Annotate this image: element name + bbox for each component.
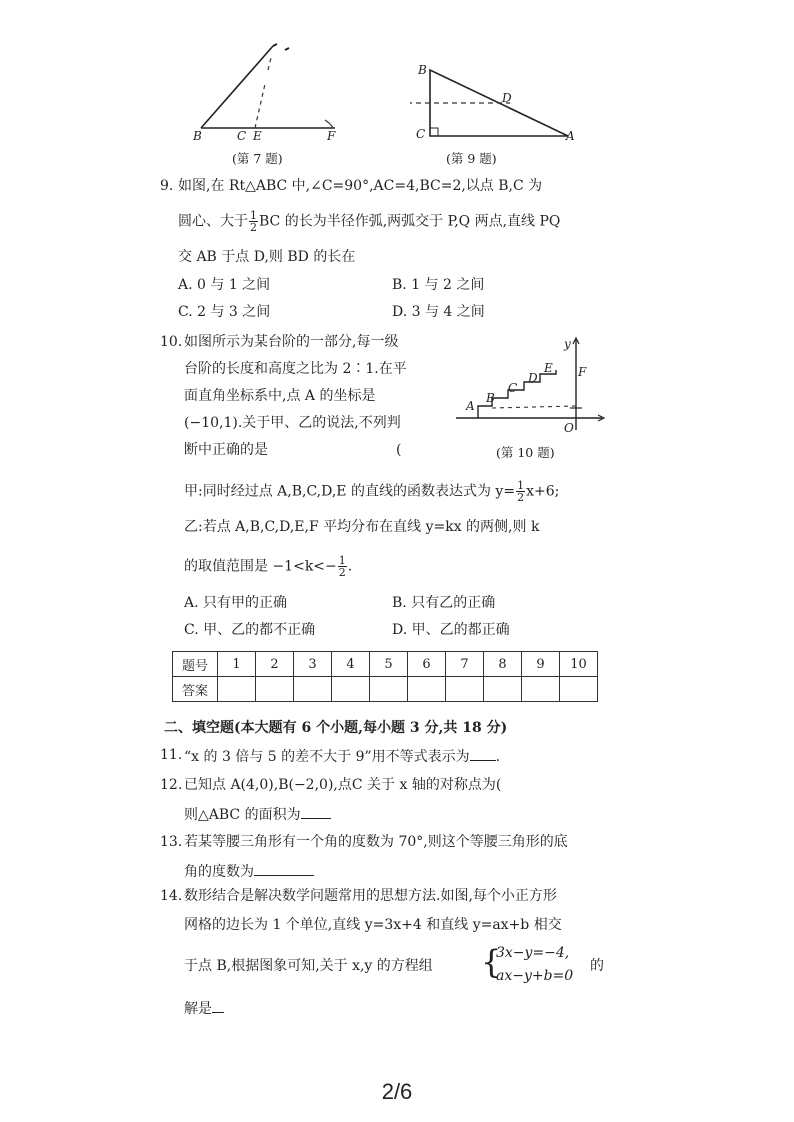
answer-table-number: 10 xyxy=(560,652,598,677)
q9-option-c: C. 2 与 3 之间 xyxy=(178,304,271,320)
q14-line2: 网格的边长为 1 个单位,直线 y=3x+4 和直线 y=ax+b 相交 xyxy=(184,917,562,933)
q10-option-b: B. 只有乙的正确 xyxy=(392,595,496,611)
q14-line1: 数形结合是解决数学问题常用的思想方法.如图,每个小正方形 xyxy=(184,888,557,904)
fig10-label-f: F xyxy=(578,365,587,379)
q9-option-a: A. 0 与 1 之间 xyxy=(178,277,271,293)
q10-line1: 如图所示为某台阶的一部分,每一级 xyxy=(184,334,399,350)
q9-option-b: B. 1 与 2 之间 xyxy=(392,277,485,293)
answer-cell[interactable] xyxy=(408,677,446,702)
answer-table-number-header: 题号 xyxy=(173,652,218,677)
q9-option-d: D. 3 与 4 之间 xyxy=(392,304,485,320)
q11-text: “x 的 3 倍与 5 的差不大于 9”用不等式表示为 . xyxy=(184,746,500,766)
fig7-label-e: E xyxy=(253,129,262,143)
q10-yi-statement-line1: 乙:若点 A,B,C,D,E,F 平均分布在直线 y=kx 的两侧,则 k xyxy=(184,519,540,535)
answer-cell[interactable] xyxy=(256,677,294,702)
q12-number: 12. xyxy=(160,777,183,793)
answer-cell[interactable] xyxy=(560,677,598,702)
answer-cell[interactable] xyxy=(332,677,370,702)
q9-line1: 如图,在 Rt△ABC 中,∠C=90°,AC=4,BC=2,以点 B,C 为 xyxy=(178,178,543,194)
q9-line2 xyxy=(178,210,560,233)
q11-answer-blank[interactable] xyxy=(470,746,496,761)
fig9-label-a: A xyxy=(566,129,575,143)
answer-cell[interactable] xyxy=(370,677,408,702)
q10-line4: (−10,1).关于甲、乙的说法,不列判 xyxy=(184,415,401,431)
q10-line2: 台阶的长度和高度之比为 2∶1.在平 xyxy=(184,361,407,377)
figure-10 xyxy=(452,334,612,434)
answer-table xyxy=(172,651,598,702)
q9-fraction: $\frac{1}{2}$ xyxy=(250,209,257,234)
q10-line3: 面直角坐标系中,点 A 的坐标是 xyxy=(184,388,376,404)
answer-table-answer-row xyxy=(173,677,598,702)
fig7-caption: (第 7 题) xyxy=(232,151,283,166)
answer-table-number: 1 xyxy=(218,652,256,677)
q10-yi-statement-line2: 的取值范围是 −1<k<− $\frac{1}{2}$ . xyxy=(184,554,353,579)
fig10-label-a: A xyxy=(466,399,475,413)
answer-cell[interactable] xyxy=(446,677,484,702)
answer-table-number-row xyxy=(173,652,598,677)
fig9-label-b: B xyxy=(418,63,427,77)
fig10-label-d: D xyxy=(528,371,538,385)
q10-option-c: C. 甲、乙的都不正确 xyxy=(184,622,316,638)
fig9-label-d: D xyxy=(502,91,512,105)
q13-answer-blank[interactable] xyxy=(254,861,314,876)
answer-table-number: 8 xyxy=(484,652,522,677)
answer-table-answer-header: 答案 xyxy=(173,677,218,702)
q10-line5: 断中正确的是 xyxy=(184,442,268,458)
q14-line3-end: 的 xyxy=(590,958,604,974)
q10-answer-paren: ( xyxy=(396,442,402,458)
answer-cell[interactable] xyxy=(294,677,332,702)
q13-line1: 若某等腰三角形有一个角的度数为 70°,则这个等腰三角形的底 xyxy=(184,834,568,850)
q11-number: 11. xyxy=(160,747,183,763)
page-number: 2/6 xyxy=(381,1079,413,1104)
q9-number: 9. xyxy=(160,178,174,194)
q10-option-d: D. 甲、乙的都正确 xyxy=(392,622,510,638)
answer-table-number: 4 xyxy=(332,652,370,677)
q9-line2-a: 圆心、大于 xyxy=(178,213,248,230)
fig9-label-c: C xyxy=(416,127,426,141)
figure-7 xyxy=(185,36,355,146)
q14-number: 14. xyxy=(160,888,183,904)
answer-cell[interactable] xyxy=(484,677,522,702)
answer-table-number: 6 xyxy=(408,652,446,677)
q10-number: 10. xyxy=(160,334,183,350)
fig7-label-f: F xyxy=(327,129,336,143)
fig10-label-c: C xyxy=(508,381,518,395)
q14-line3: 于点 B,根据图象可知,关于 x,y 的方程组 xyxy=(184,958,433,974)
q12-answer-blank[interactable] xyxy=(301,804,331,819)
q12-line1: 已知点 A(4,0),B(−2,0),点C 关于 x 轴的对称点为( xyxy=(184,777,502,793)
q14-system-eq2: ax−y+b=0 xyxy=(496,968,574,984)
section2-title: 二、填空题(本大题有 6 个小题,每小题 3 分,共 18 分) xyxy=(164,720,508,736)
q10-option-a: A. 只有甲的正确 xyxy=(184,595,288,611)
q14-system-brace: { xyxy=(481,943,502,981)
q10-yi-fraction: $\frac{1}{2}$ xyxy=(338,554,346,579)
answer-table-number: 7 xyxy=(446,652,484,677)
q14-system-eq1: 3x−y=−4, xyxy=(496,945,570,961)
fig10-label-b: B xyxy=(486,391,495,405)
fig7-label-b: B xyxy=(193,129,202,143)
answer-cell[interactable] xyxy=(522,677,560,702)
answer-table-number: 5 xyxy=(370,652,408,677)
answer-table-number: 9 xyxy=(522,652,560,677)
answer-table-number: 3 xyxy=(294,652,332,677)
q10-jia-statement: 甲:同时经过点 A,B,C,D,E 的直线的函数表达式为 y= $\frac{1}{2}$ x+6; xyxy=(184,479,560,504)
fig9-caption: (第 9 题) xyxy=(446,151,497,166)
fig10-label-e: E xyxy=(544,361,553,375)
q12-line2: 则△ABC 的面积为 xyxy=(184,804,331,824)
answer-table-number: 2 xyxy=(256,652,294,677)
fig7-label-c: C xyxy=(237,129,247,143)
q10-jia-fraction: $\frac{1}{2}$ xyxy=(517,479,525,504)
fig10-caption: (第 10 题) xyxy=(496,445,555,460)
q9-line3: 交 AB 于点 D,则 BD 的长在 xyxy=(178,249,356,265)
figure-9 xyxy=(410,56,590,146)
fig10-label-y: y xyxy=(564,337,571,351)
q13-number: 13. xyxy=(160,834,183,850)
q13-line2: 角的度数为 xyxy=(184,861,314,881)
q9-line2-b: BC 的长为半径作弧,两弧交于 P,Q 两点,直线 PQ xyxy=(259,213,561,230)
answer-cell[interactable] xyxy=(218,677,256,702)
fig10-label-o: O xyxy=(564,421,574,434)
q14-answer-blank[interactable] xyxy=(212,998,224,1013)
q14-line4: 解是 xyxy=(184,998,224,1018)
